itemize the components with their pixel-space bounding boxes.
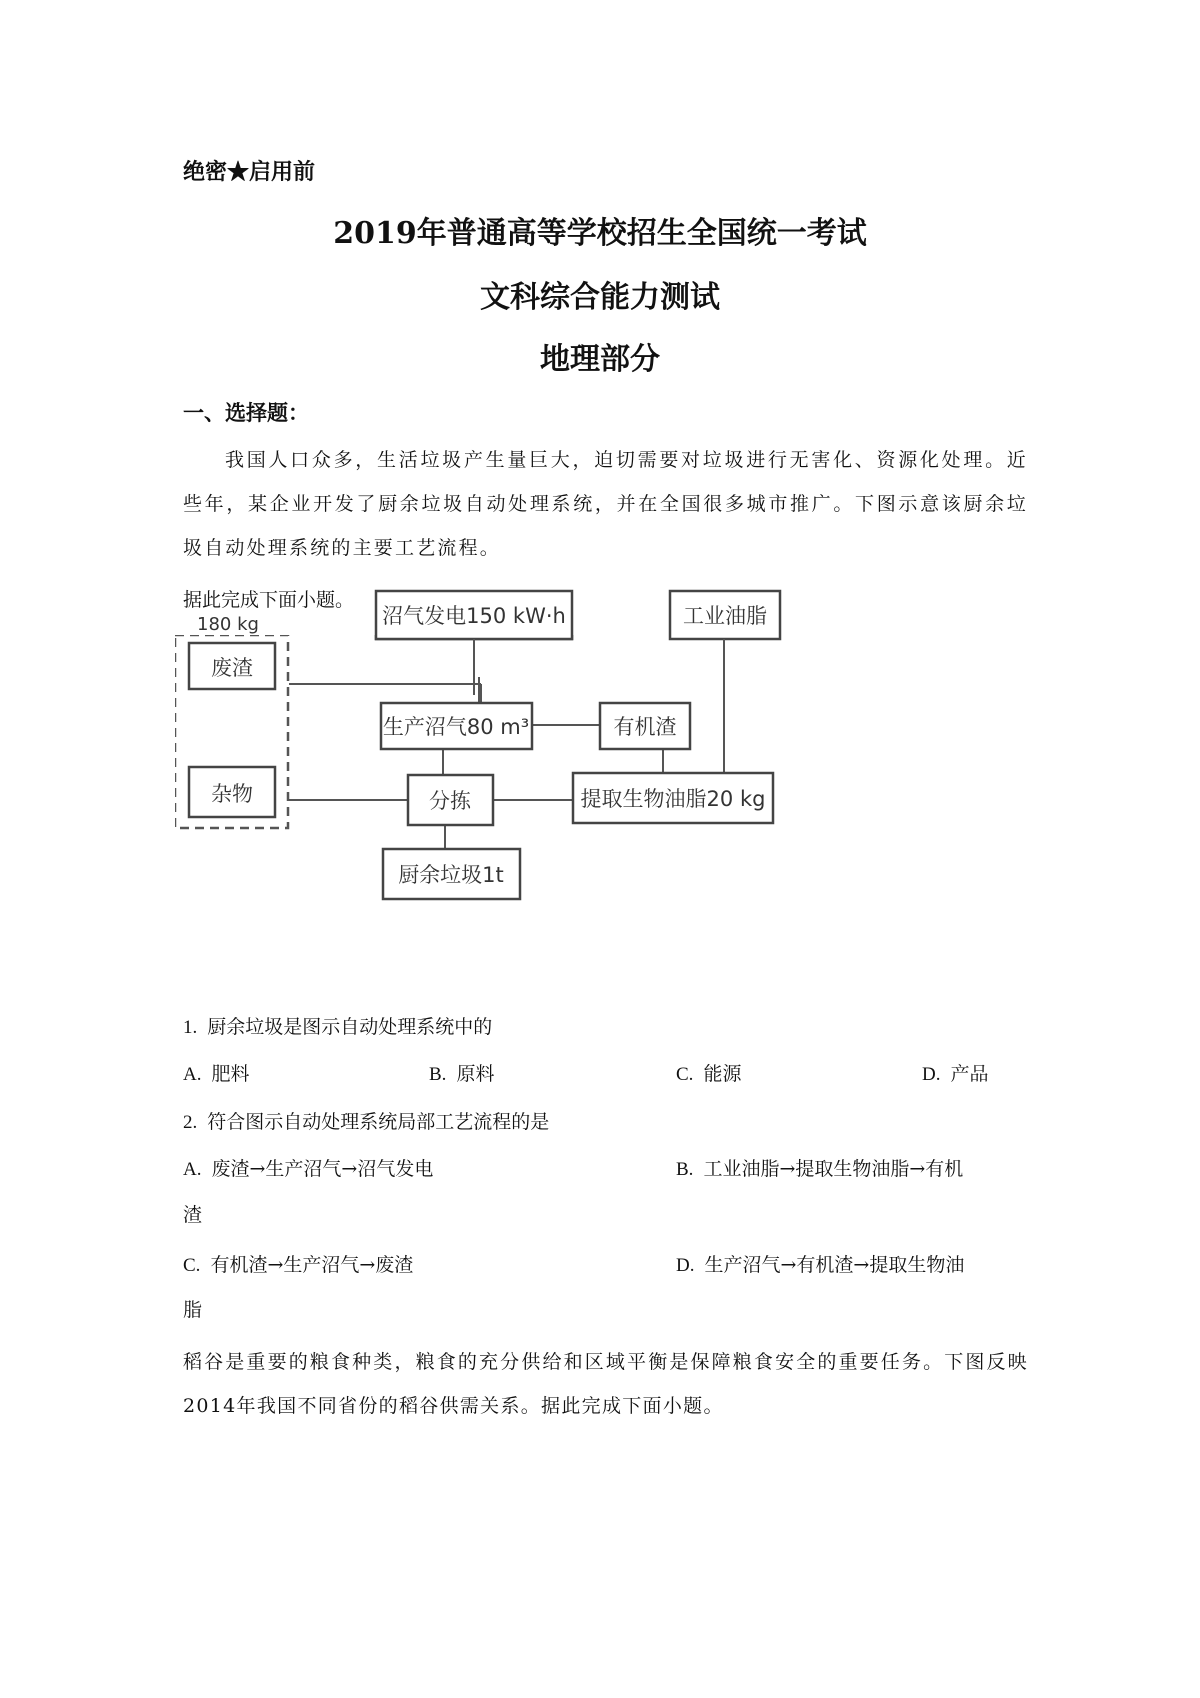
question-2-stem [183, 1107, 549, 1134]
option-text: 有机渣→生产沼气→废渣 [210, 1254, 414, 1276]
option-text: 生产沼气→有机渣→提取生物油 [704, 1254, 965, 1276]
q1-option-c[interactable] [676, 1059, 741, 1086]
exam-subtitle: 文科综合能力测试 [480, 280, 720, 315]
option-letter: B. [429, 1064, 447, 1085]
label-biogas-production: 生产沼气80 m³ [382, 715, 530, 739]
option-letter: D. [922, 1064, 941, 1085]
intro-paragraph: 我国人口众多，生活垃圾产生量巨大，迫切需要对垃圾进行无害化、资源化处理。近些年，某企业开发了厨余垃圾自动处理系统，并在全国很多城市推广。下图示意该厨余垃圾自动处理系统的主要工艺流程。 [183, 449, 1028, 559]
q1-option-d[interactable] [922, 1059, 989, 1086]
q1-option-a[interactable] [183, 1059, 250, 1086]
confidential-mark: 绝密★启用前 [183, 159, 316, 185]
section-heading: 一、选择题： [183, 400, 309, 425]
label-kitchen-waste: 厨余垃圾1t [398, 863, 504, 887]
option-text: 原料 [456, 1063, 495, 1085]
q2-option-d-continued: 脂 [183, 1299, 203, 1321]
label-sundries: 杂物 [211, 782, 253, 806]
label-waste-residue: 废渣 [211, 656, 253, 680]
exam-title: 2019年普通高等学校招生全国统一考试 [333, 216, 867, 251]
process-flow-diagram-top [175, 585, 835, 695]
option-letter: A. [183, 1159, 202, 1180]
label-sorting: 分拣 [429, 789, 471, 813]
residue-group-weight-label-top: 180 kg [197, 614, 259, 635]
exam-part-title: 地理部分 [540, 342, 660, 377]
label-organic-residue: 有机渣 [613, 715, 677, 739]
option-letter: B. [676, 1159, 694, 1180]
option-text: 肥料 [211, 1063, 250, 1085]
option-letter: A. [183, 1064, 202, 1085]
question-2-text: 符合图示自动处理系统局部工艺流程的是 [207, 1111, 550, 1133]
q2-option-b-continued: 渣 [183, 1204, 203, 1226]
option-text: 产品 [950, 1063, 989, 1085]
question-2-number: 2. [183, 1112, 198, 1133]
q2-option-b[interactable] [676, 1154, 963, 1181]
q1-option-b[interactable] [429, 1059, 494, 1086]
q2-option-a[interactable] [183, 1154, 433, 1181]
option-text: 能源 [703, 1063, 742, 1085]
q2-option-c[interactable] [183, 1250, 413, 1277]
question-1-stem [183, 1012, 492, 1039]
q2-option-d[interactable] [676, 1250, 964, 1277]
option-text: 工业油脂→提取生物油脂→有机 [703, 1158, 964, 1180]
rice-supply-paragraph: 稻谷是重要的粮食种类，粮食的充分供给和区域平衡是保障粮食安全的重要任务。下图反映2014年我国不同省份的稻谷供需关系。据此完成下面小题。 [183, 1351, 1028, 1417]
option-letter: C. [183, 1255, 201, 1276]
question-1-text: 厨余垃圾是图示自动处理系统中的 [207, 1016, 493, 1038]
question-1-number: 1. [183, 1017, 198, 1038]
instruction-text: 据此完成下面小题。 [183, 589, 355, 611]
label-bio-oil-extraction: 提取生物油脂20 kg [580, 787, 766, 811]
option-letter: D. [676, 1255, 695, 1276]
option-text: 废渣→生产沼气→沼气发电 [211, 1158, 434, 1180]
label-biogas-power: 沼气发电150 kW·h [382, 604, 566, 628]
label-industrial-grease: 工业油脂 [683, 604, 767, 628]
option-letter: C. [676, 1064, 694, 1085]
